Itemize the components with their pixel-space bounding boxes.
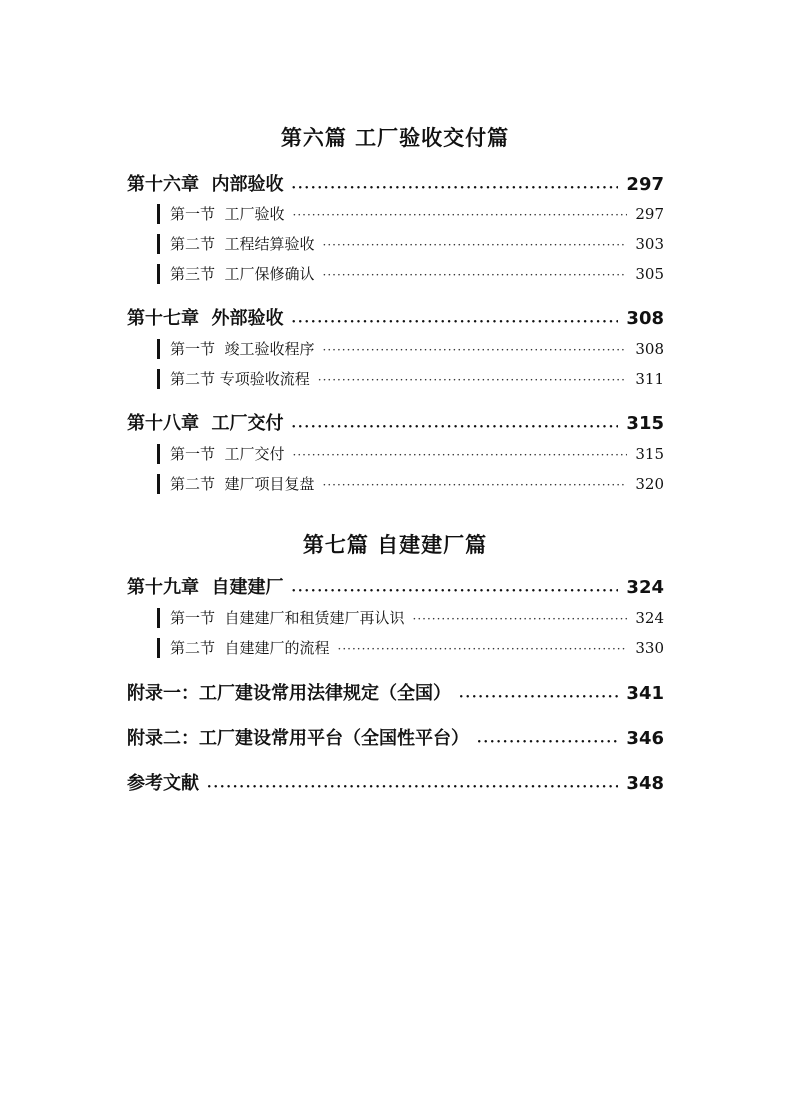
- toc-section[interactable]: [157, 233, 664, 254]
- section-label: 第一节 工厂验收: [170, 205, 285, 223]
- dot-leader: [323, 238, 628, 252]
- toc-appendix-2[interactable]: [127, 724, 664, 750]
- toc-references[interactable]: [127, 769, 664, 795]
- dot-leader: [338, 642, 628, 656]
- section-label: 第二节 建厂项目复盘: [170, 475, 315, 493]
- toc-chapter-16[interactable]: [127, 170, 664, 196]
- section-label: 第三节 工厂保修确认: [170, 265, 315, 283]
- section-label: 第一节 竣工验收程序: [170, 340, 315, 358]
- dot-leader: [413, 612, 628, 626]
- toc-section[interactable]: [157, 607, 664, 628]
- toc-chapter-18[interactable]: [127, 409, 664, 435]
- toc-section[interactable]: [157, 473, 664, 494]
- section-bar: [157, 444, 160, 464]
- section-label: 第一节 工厂交付: [170, 445, 285, 463]
- dot-leader: [292, 174, 619, 195]
- dot-leader: [207, 773, 618, 794]
- toc-appendix-1[interactable]: [127, 679, 664, 705]
- chapter-label: 参考文献: [127, 773, 199, 794]
- page-number: 315: [635, 445, 664, 463]
- section-label: 第二节 自建建厂的流程: [170, 639, 330, 657]
- dot-leader: [323, 343, 628, 357]
- dot-leader: [292, 413, 619, 434]
- section-bar: [157, 339, 160, 359]
- toc-chapter-17[interactable]: [127, 304, 664, 330]
- toc-section[interactable]: [157, 443, 664, 464]
- page-number: 341: [626, 683, 664, 704]
- page-number: 308: [635, 340, 664, 358]
- section-bar: [157, 369, 160, 389]
- chapter-label: 附录二：工厂建设常用平台（全国性平台）: [127, 728, 469, 749]
- chapter-label: 第十六章 内部验收: [127, 174, 284, 195]
- chapter-label: 第十八章 工厂交付: [127, 413, 284, 434]
- page-number: 297: [626, 174, 664, 195]
- dot-leader: [459, 683, 618, 704]
- dot-leader: [293, 448, 628, 462]
- page-number: 308: [626, 308, 664, 329]
- dot-leader: [323, 478, 628, 492]
- section-bar: [157, 234, 160, 254]
- section-bar: [157, 608, 160, 628]
- page-number: 297: [635, 205, 664, 223]
- page-number: 311: [635, 370, 664, 388]
- section-bar: [157, 474, 160, 494]
- section-bar: [157, 204, 160, 224]
- dot-leader: [318, 373, 628, 387]
- toc-section[interactable]: [157, 203, 664, 224]
- page-number: 315: [626, 413, 664, 434]
- part-title: 第六篇 工厂验收交付篇: [280, 126, 510, 150]
- page-number: 305: [635, 265, 664, 283]
- toc-section[interactable]: [157, 637, 664, 658]
- chapter-label: 第十七章 外部验收: [127, 308, 284, 329]
- section-bar: [157, 264, 160, 284]
- toc-section[interactable]: [157, 368, 664, 389]
- page-number: 320: [635, 475, 664, 493]
- dot-leader: [292, 577, 619, 598]
- page-number: 330: [635, 639, 664, 657]
- page-number: 324: [635, 609, 664, 627]
- toc-section[interactable]: [157, 263, 664, 284]
- page-number: 324: [626, 577, 664, 598]
- page-number: 303: [635, 235, 664, 253]
- chapter-label: 第十九章 自建建厂: [127, 577, 284, 598]
- dot-leader: [323, 268, 628, 282]
- chapter-label: 附录一：工厂建设常用法律规定（全国）: [127, 683, 451, 704]
- part-title: 第七篇 自建建厂篇: [302, 533, 488, 557]
- dot-leader: [293, 208, 628, 222]
- section-label: 第一节 自建建厂和租赁建厂再认识: [170, 609, 405, 627]
- toc-chapter-19[interactable]: [127, 573, 664, 599]
- section-bar: [157, 638, 160, 658]
- section-label: 第二节 专项验收流程: [170, 370, 310, 388]
- toc-section[interactable]: [157, 338, 664, 359]
- section-label: 第二节 工程结算验收: [170, 235, 315, 253]
- dot-leader: [292, 308, 619, 329]
- page-number: 348: [626, 773, 664, 794]
- page-number: 346: [626, 728, 664, 749]
- dot-leader: [477, 728, 618, 749]
